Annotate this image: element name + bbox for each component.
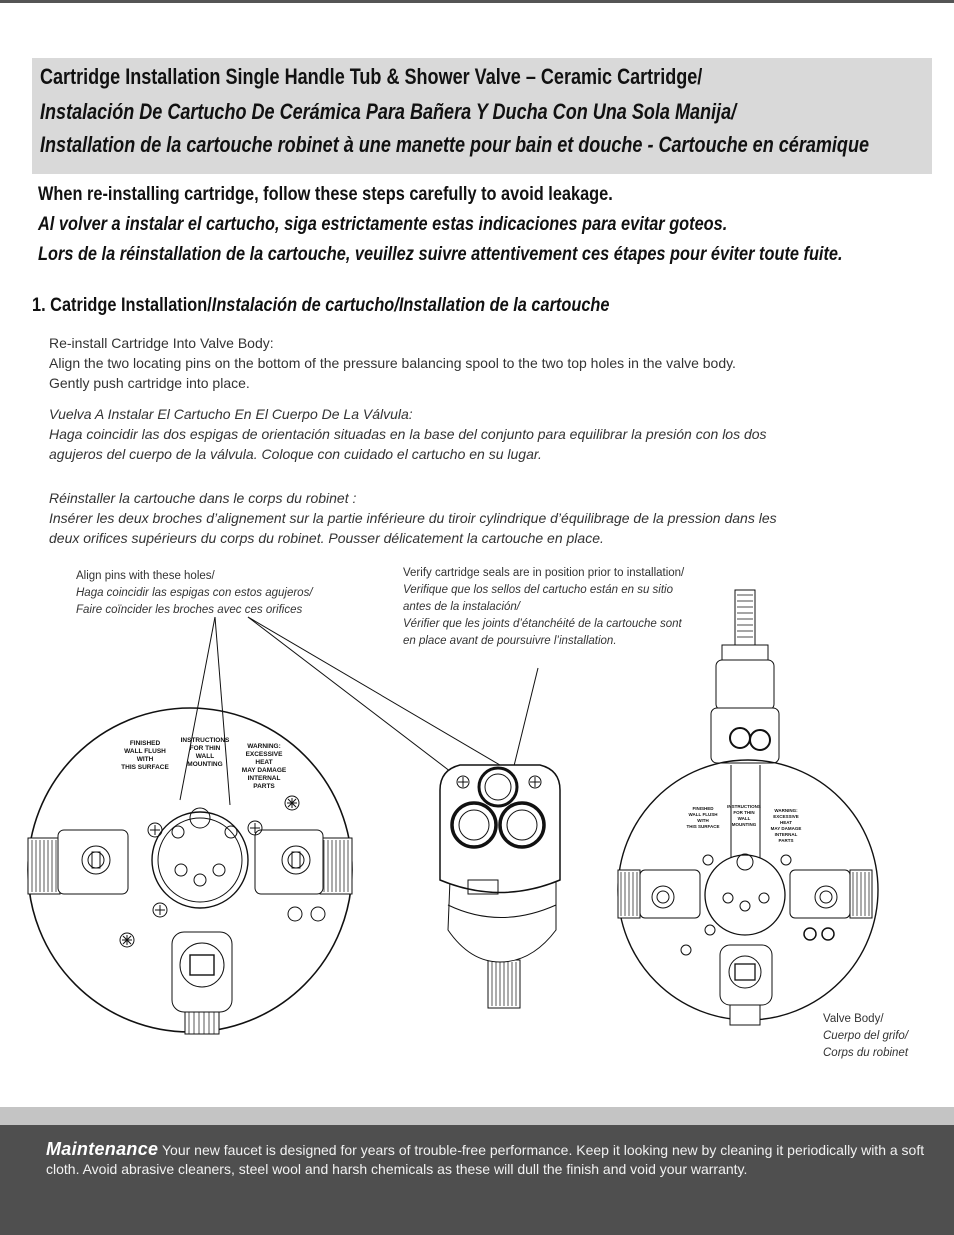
leader-line — [245, 617, 505, 768]
instructions-french — [49, 488, 777, 548]
label-finished-4-small: THIS SURFACE — [686, 824, 720, 829]
fr-line-1: Réinstaller la cartouche dans le corps du robinet : — [49, 490, 357, 506]
section-heading-english: 1. Catridge Installation/ — [32, 295, 212, 316]
label-instr-1-small: INSTRUCTIONS — [727, 804, 761, 809]
en-line-2: Align the two locating pins on the bottom of the pressure balancing spool to the two top holes in the valve body. — [49, 355, 736, 371]
callout-body-fr: Corps du robinet — [823, 1047, 909, 1059]
label-warn-1: WARNING: — [247, 743, 281, 750]
callout-verify-es-2: antes de la instalación/ — [403, 601, 520, 613]
instructions-english — [49, 333, 736, 393]
maintenance-note — [46, 1140, 926, 1179]
instructions-spanish — [49, 404, 767, 464]
label-warn-3-small: HEAT — [780, 820, 792, 825]
section-heading — [32, 295, 609, 317]
label-warn-5: INTERNAL — [247, 775, 281, 782]
label-instr-2-small: FOR THIN — [733, 810, 755, 815]
title-spanish: Instalación De Cartucho De Cerámica Para Bañera Y Ducha Con Una Sola Manija/ — [40, 99, 737, 124]
label-instr-1: INSTRUCTIONS — [180, 737, 230, 744]
valve-body-large-icon — [28, 708, 352, 1034]
label-warn-6-small: PARTS — [778, 838, 794, 843]
callout-verify-es-1: Verifique que los sellos del cartucho están en su sitio — [403, 584, 673, 596]
warning-english: When re-installing cartridge, follow these steps carefully to avoid leakage. — [38, 184, 613, 205]
en-line-1: Re-install Cartridge Into Valve Body: — [49, 335, 274, 351]
label-warn-2-small: EXCESSIVE — [773, 814, 799, 819]
label-instr-4: MOUNTING — [187, 761, 223, 768]
es-line-3: agujeros del cuerpo de la válvula. Coloque con cuidado el cartucho en su lugar. — [49, 446, 542, 462]
callout-align-en: Align pins with these holes/ — [76, 570, 215, 582]
leader-line — [513, 668, 538, 770]
ceramic-cartridge-icon — [440, 765, 560, 1008]
maintenance-label: Maintenance — [46, 1139, 159, 1159]
label-warn-5-small: INTERNAL — [774, 832, 798, 837]
section-heading-translations: Instalación de cartucho/Installation de la cartouche — [211, 295, 610, 316]
top-rule — [0, 0, 954, 3]
footer-accent-bar — [0, 1107, 954, 1125]
label-warn-3: HEAT — [255, 759, 273, 766]
fr-line-3: deux orifices supérieurs du corps du robinet. Pousser délicatement la cartouche en place. — [49, 530, 604, 546]
label-warn-4-small: MAY DAMAGE — [770, 826, 802, 831]
label-finished-2-small: WALL FLUSH — [688, 812, 718, 817]
label-warn-2: EXCESSIVE — [245, 751, 283, 758]
warning-spanish: Al volver a instalar el cartucho, siga estrictamente estas indicaciones para evitar goteos. — [38, 214, 728, 235]
title-french: Installation de la cartouche robinet à une manette pour bain et douche - Cartouche en céramique — [40, 132, 869, 157]
label-warn-6: PARTS — [253, 783, 275, 790]
en-line-3: Gently push cartridge into place. — [49, 375, 250, 391]
callout-body-en: Valve Body/ — [823, 1013, 884, 1025]
label-finished-4: THIS SURFACE — [121, 764, 169, 771]
label-finished-3: WITH — [136, 756, 154, 763]
label-finished-1-small: FINISHED — [692, 806, 714, 811]
es-line-2: Haga coincidir las dos espigas de orientación situadas en la base del conjunto para equilibrar la presión con los dos — [49, 426, 767, 442]
label-finished-2: WALL FLUSH — [124, 748, 166, 755]
callout-verify-fr-2: en place avant de poursuivre l’installation. — [403, 635, 617, 647]
label-instr-3-small: WALL — [737, 816, 751, 821]
label-warn-4: MAY DAMAGE — [241, 767, 287, 774]
title-banner — [32, 58, 932, 174]
callout-verify-en: Verify cartridge seals are in position prior to installation/ — [403, 567, 685, 579]
fr-line-2: Insérer les deux broches d’alignement sur la partie inférieure du tiroir cylindrique d’équilibrage de la pression dans les — [49, 510, 777, 526]
label-warn-1-small: WARNING: — [774, 808, 798, 813]
warning-french: Lors de la réinstallation de la cartouche, veuillez suivre attentivement ces étapes pour éviter toute fuite. — [38, 244, 843, 265]
maintenance-text: Your new faucet is designed for years of trouble-free performance. Keep it looking new by cleaning it periodically with a soft cloth. Avoid abrasive cleaners, steel wool and harsh chemicals as these will dull the finish and void your warranty. — [46, 1142, 925, 1177]
label-instr-2: FOR THIN — [189, 745, 221, 752]
label-instr-4-small: MOUNTING — [731, 822, 757, 827]
callout-align-es: Haga coincidir las espigas con estos agujeros/ — [76, 587, 313, 599]
es-line-1: Vuelva A Instalar El Cartucho En El Cuerpo De La Válvula: — [49, 406, 413, 422]
label-finished-1: FINISHED — [129, 740, 161, 747]
label-finished-3-small: WITH — [697, 818, 709, 823]
label-instr-3: WALL — [195, 753, 215, 760]
callout-align-fr: Faire coïncider les broches avec ces orifices — [76, 604, 303, 616]
callout-body-es: Cuerpo del grifo/ — [823, 1030, 909, 1042]
title-english: Cartridge Installation Single Handle Tub & Shower Valve – Ceramic Cartridge/ — [40, 64, 703, 89]
installation-diagram — [0, 560, 954, 1080]
callout-verify-fr-1: Vérifier que les joints d’étanchéité de la cartouche sont — [403, 618, 682, 630]
